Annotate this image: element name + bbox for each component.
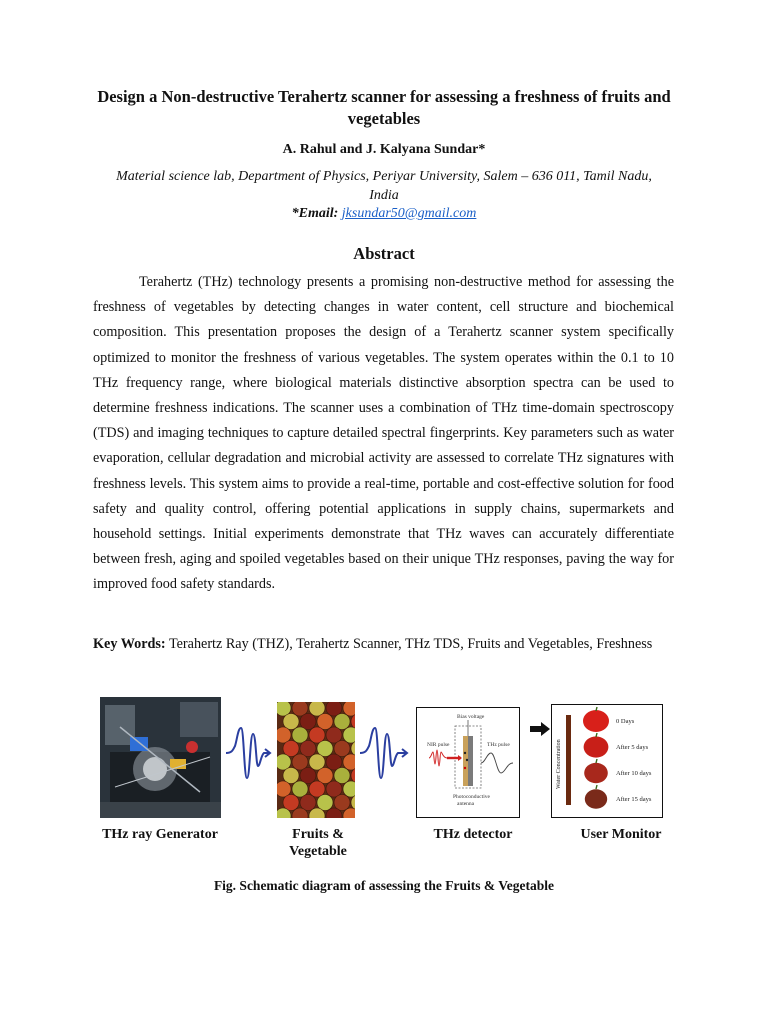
thz-generator-photo [100,697,221,818]
abstract-text: Terahertz (THz) technology presents a promising non-destructive method for assessing the freshness of vegetables by detecting changes in water content, cell structure and biochemical composition. This presentation proposes the design of a Terahertz scanner system specifically optimized to monitor the freshness of various vegetables. The system operates within the 0.1 to 10 THz frequency range, where biological materials distinctive absorption spectra can be used to determine freshness indications. The scanner uses a combination of THz time-domain spectroscopy (TDS) and imaging techniques to capture detailed spectral fingerprints. Key parameters such as water evaporation, cellular degradation and microbial activity are assessed to correlate THz signatures with freshness levels. This system aims to provide a real-time, portable and cost-effective solution for food safety and quality control, offering potential applications in supply chains, supermarkets and household settings. Initial experiments demonstrate that THz waves can accurately differentiate between fresh, aging and spoiled vegetables based on their unique THz responses, paving the way for improved food safety standards. [93,274,674,593]
user-monitor-diagram [551,704,663,818]
email-link[interactable]: jksundar50@gmail.com [341,206,477,221]
water-concentration-axis: Water Concentration [556,739,562,789]
day-label: 0 Days [616,718,635,725]
figure-caption: Fig. Schematic diagram of assessing the Fruits & Vegetable [213,878,555,893]
affiliation: Material science lab, Department of Physics, Periyar University, Salem – 636 011, Tamil Nadu, India [116,169,652,203]
abstract-heading: Abstract [353,244,415,263]
label-monitor: User Monitor [580,827,662,842]
day-label: After 10 days [616,770,652,777]
day-label: After 15 days [616,796,652,803]
authors: A. Rahul and J. Kalyana Sundar* [282,142,486,157]
email-label: *Email: [291,206,339,221]
email-line [90,205,678,223]
bias-voltage-label: Bias voltage [457,714,485,720]
arrow-right-icon [530,722,550,736]
apple-icon [584,736,609,757]
antenna-label: antenna [457,801,475,807]
label-detector: THz detector [433,827,513,842]
day-label: After 5 days [616,744,649,751]
apple-icon [584,763,608,783]
thz-wave-icon [224,722,272,784]
nir-pulse-label: NIR pulse [427,742,450,748]
keywords [93,631,674,657]
thz-wave-icon [358,722,410,784]
apple-icon [585,789,607,809]
thz-detector-diagram [416,707,520,818]
fruits-photo [277,702,355,818]
photoconductive-label: Photoconductive [453,794,490,800]
apple-icon [583,710,609,732]
thz-pulse-label: THz pulse [487,742,510,748]
label-fruits: Fruits & Vegetable [289,827,347,859]
paper-title: Design a Non-destructive Terahertz scanner for assessing a freshness of fruits and vegetables [97,87,671,128]
keywords-text: Terahertz Ray (THZ), Terahertz Scanner, THz TDS, Fruits and Vegetables, Freshness [168,636,653,652]
label-generator: THz ray Generator [102,827,218,842]
keywords-label: Key Words: [93,636,166,652]
